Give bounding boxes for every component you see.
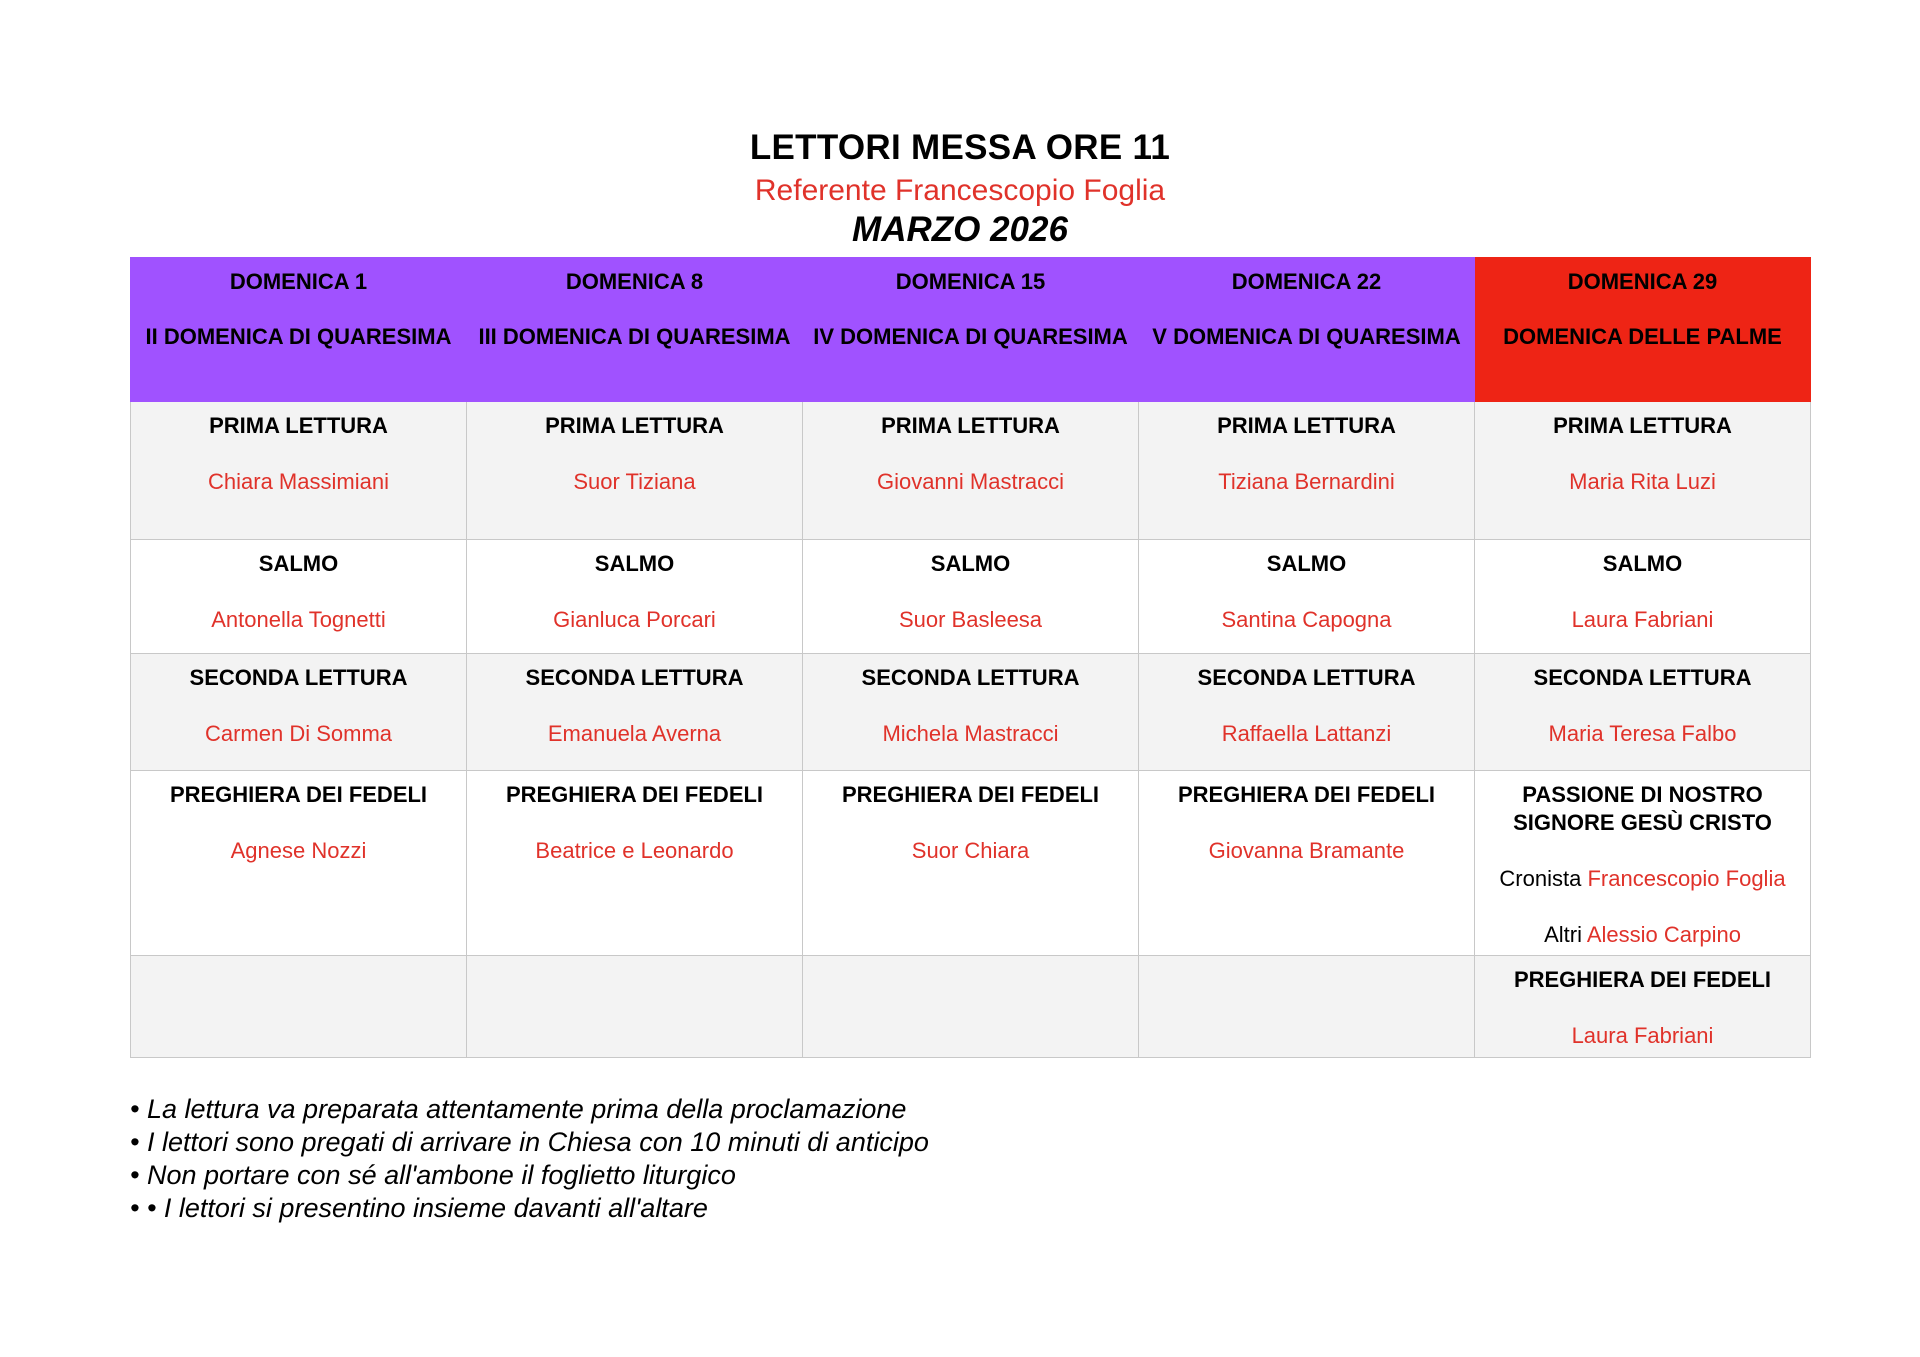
table-cell <box>803 402 1139 540</box>
sunday-name: IV DOMENICA DI QUARESIMA <box>813 324 1128 349</box>
reader-name: Suor Tiziana <box>573 469 696 494</box>
table-cell <box>1475 540 1811 654</box>
note-item: • La lettura va preparata attentamente prima della proclamazione <box>130 1094 907 1124</box>
month-title: MARZO 2026 <box>852 210 1068 249</box>
reader-name: Beatrice e Leonardo <box>535 838 734 863</box>
reader-name: Chiara Massimiani <box>208 469 389 494</box>
altri-line <box>1475 921 1810 949</box>
table-cell <box>1139 540 1475 654</box>
role-label: PRIMA LETTURA <box>209 413 388 438</box>
table-cell <box>131 540 467 654</box>
note-item: • Non portare con sé all'ambone il foglietto liturgico <box>130 1160 736 1190</box>
reader-name: Giovanni Mastracci <box>876 469 1065 494</box>
sunday-date: DOMENICA 15 <box>895 269 1046 294</box>
note-item: • • I lettori si presentino insieme davanti all'altare <box>130 1193 708 1223</box>
cronista-line <box>1475 865 1810 893</box>
column-header <box>131 258 467 402</box>
table-cell <box>131 956 467 1058</box>
table-cell <box>803 540 1139 654</box>
role-label: PRIMA LETTURA <box>881 413 1060 438</box>
sunday-date: DOMENICA 22 <box>1231 269 1382 294</box>
column-header <box>803 258 1139 402</box>
reader-name: Michela Mastracci <box>882 721 1059 746</box>
reader-name: Suor Chiara <box>911 838 1030 863</box>
role-label: SALMO <box>1602 551 1683 576</box>
role-label: PRIMA LETTURA <box>545 413 724 438</box>
reader-name: Laura Fabriani <box>1571 1023 1714 1048</box>
reader-name: Carmen Di Somma <box>204 721 393 746</box>
referent-line: Referente Francescopio Foglia <box>754 174 1166 207</box>
role-label: PREGHIERA DEI FEDELI <box>841 782 1100 807</box>
table-cell <box>803 956 1139 1058</box>
column-header <box>1475 258 1811 402</box>
reader-name: Francescopio Foglia <box>1587 866 1786 891</box>
reader-name: Alessio Carpino <box>1586 922 1741 947</box>
table-cell <box>1475 654 1811 771</box>
reader-name: Raffaella Lattanzi <box>1221 721 1392 746</box>
role-label: SECONDA LETTURA <box>861 665 1080 690</box>
table-row <box>131 956 1811 1058</box>
role-label: PRIMA LETTURA <box>1217 413 1396 438</box>
reader-name: Agnese Nozzi <box>230 838 367 863</box>
table-cell <box>131 402 467 540</box>
table-cell <box>1139 771 1475 956</box>
table-cell <box>467 956 803 1058</box>
sunday-name: III DOMENICA DI QUARESIMA <box>478 324 791 349</box>
table-cell <box>467 402 803 540</box>
sunday-date: DOMENICA 1 <box>229 269 368 294</box>
sunday-name: V DOMENICA DI QUARESIMA <box>1152 324 1461 349</box>
notes-list <box>130 1093 929 1225</box>
table-cell <box>803 654 1139 771</box>
sunday-name: II DOMENICA DI QUARESIMA <box>145 324 452 349</box>
role-label: PASSIONE DI NOSTRO SIGNORE GESÙ CRISTO <box>1513 782 1772 835</box>
sunday-name: DOMENICA DELLE PALME <box>1503 324 1782 349</box>
table-cell <box>1475 402 1811 540</box>
reader-name: Suor Basleesa <box>898 607 1043 632</box>
role-label: SALMO <box>258 551 339 576</box>
role-label: SECONDA LETTURA <box>1533 665 1752 690</box>
reader-name: Tiziana Bernardini <box>1218 469 1395 494</box>
reader-name: Giovanna Bramante <box>1208 838 1405 863</box>
role-label: SECONDA LETTURA <box>525 665 744 690</box>
schedule-table <box>130 257 1811 1058</box>
role-label: SALMO <box>594 551 675 576</box>
altri-label: Altri <box>1544 922 1582 947</box>
sunday-date: DOMENICA 8 <box>565 269 704 294</box>
table-row <box>131 771 1811 956</box>
note-item: • I lettori sono pregati di arrivare in Chiesa con 10 minuti di anticipo <box>130 1127 929 1157</box>
sunday-date: DOMENICA 29 <box>1567 269 1718 294</box>
reader-name: Gianluca Porcari <box>553 607 716 632</box>
reader-name: Maria Teresa Falbo <box>1548 721 1737 746</box>
role-label: PRIMA LETTURA <box>1553 413 1732 438</box>
table-cell <box>1139 402 1475 540</box>
table-cell <box>1475 956 1811 1058</box>
table-cell <box>1139 654 1475 771</box>
column-header <box>1139 258 1475 402</box>
reader-name: Laura Fabriani <box>1571 607 1714 632</box>
table-cell <box>1139 956 1475 1058</box>
table-row <box>131 540 1811 654</box>
page-title: LETTORI MESSA ORE 11 <box>749 128 1171 167</box>
role-label: PREGHIERA DEI FEDELI <box>1177 782 1436 807</box>
table-header-row <box>131 258 1811 402</box>
role-label: SALMO <box>1266 551 1347 576</box>
reader-name: Maria Rita Luzi <box>1569 469 1716 494</box>
table-cell <box>131 654 467 771</box>
table-cell <box>467 654 803 771</box>
role-label: PREGHIERA DEI FEDELI <box>169 782 428 807</box>
role-label: SECONDA LETTURA <box>189 665 408 690</box>
reader-name: Antonella Tognetti <box>211 607 386 632</box>
role-label: SECONDA LETTURA <box>1197 665 1416 690</box>
role-label: SALMO <box>930 551 1011 576</box>
table-cell <box>1475 771 1811 956</box>
reader-name: Santina Capogna <box>1221 607 1392 632</box>
table-cell <box>803 771 1139 956</box>
table-row <box>131 402 1811 540</box>
table-cell <box>467 540 803 654</box>
table-cell <box>131 771 467 956</box>
cronista-label: Cronista <box>1499 866 1582 891</box>
table-cell <box>467 771 803 956</box>
role-label: PREGHIERA DEI FEDELI <box>1513 967 1772 992</box>
role-label: PREGHIERA DEI FEDELI <box>505 782 764 807</box>
reader-name: Emanuela Averna <box>547 721 722 746</box>
column-header <box>467 258 803 402</box>
table-row <box>131 654 1811 771</box>
